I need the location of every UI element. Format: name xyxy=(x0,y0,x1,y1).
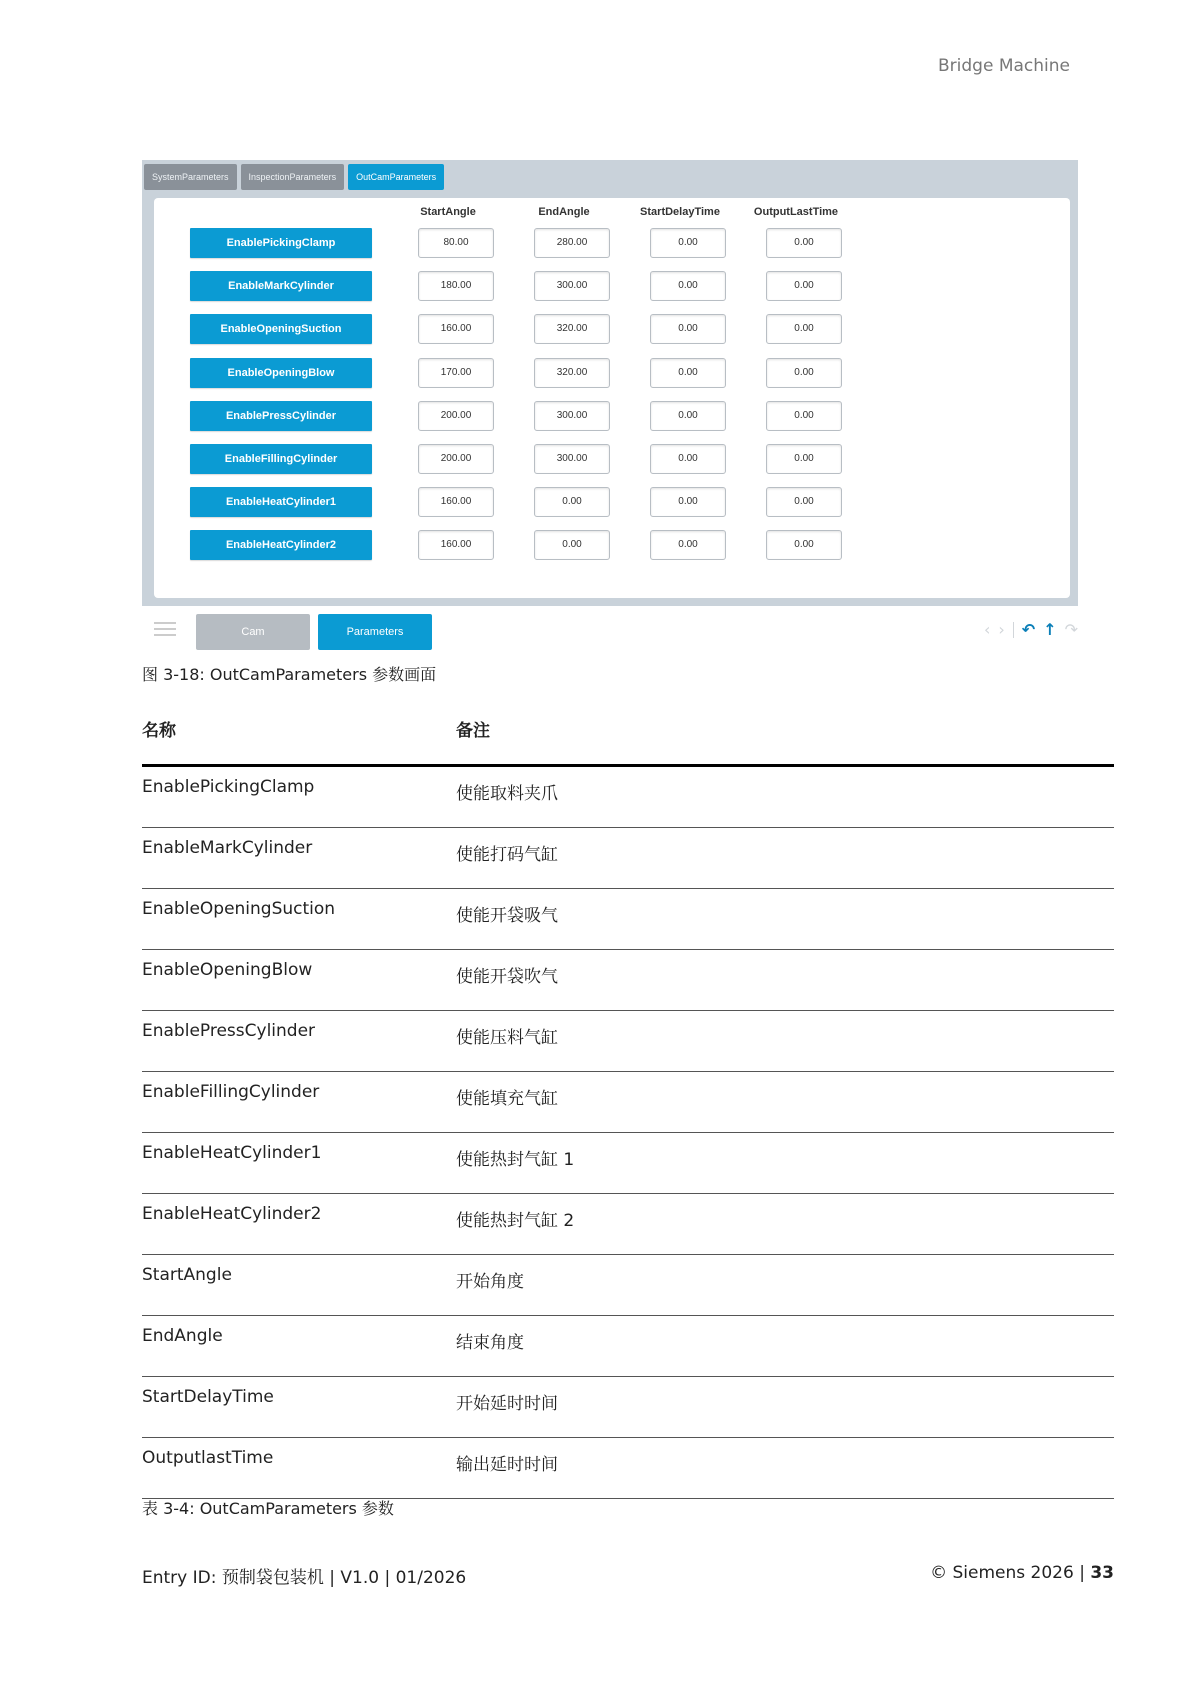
hmi-parameter-row xyxy=(154,442,1070,476)
table-cell-note: 使能热封气缸 1 xyxy=(456,1150,575,1170)
table-row xyxy=(142,1438,1114,1499)
cam-button[interactable]: Cam xyxy=(196,614,310,650)
hmi-screenshot xyxy=(142,160,1078,656)
start-angle-input[interactable]: 160.00 xyxy=(418,487,494,517)
table-row xyxy=(142,1255,1114,1316)
output-last-time-input[interactable]: 0.00 xyxy=(766,228,842,258)
output-last-time-input[interactable]: 0.00 xyxy=(766,271,842,301)
table-header-name: 名称 xyxy=(142,721,176,741)
table-cell-note: 使能开袋吸气 xyxy=(456,906,558,926)
table-cell-note: 使能热封气缸 2 xyxy=(456,1211,575,1231)
table-cell-note: 使能打码气缸 xyxy=(456,845,558,865)
table-cell-name: EnableFillingCylinder xyxy=(142,1082,320,1102)
table-cell-name: EnablePickingClamp xyxy=(142,777,315,797)
menu-icon[interactable] xyxy=(154,622,176,640)
table-cell-note: 结束角度 xyxy=(456,1333,524,1353)
table-cell-name: StartAngle xyxy=(142,1265,232,1285)
end-angle-input[interactable]: 320.00 xyxy=(534,314,610,344)
table-cell-name: OutputlastTime xyxy=(142,1448,274,1468)
end-angle-input[interactable]: 320.00 xyxy=(534,358,610,388)
hmi-parameter-row xyxy=(154,226,1070,260)
hmi-parameter-row xyxy=(154,269,1070,303)
end-angle-input[interactable]: 300.00 xyxy=(534,444,610,474)
output-last-time-input[interactable]: 0.00 xyxy=(766,358,842,388)
start-delay-time-input[interactable]: 0.00 xyxy=(650,358,726,388)
table-cell-name: EnableMarkCylinder xyxy=(142,838,313,858)
arrow-up-icon[interactable]: ↑ xyxy=(1043,620,1057,639)
table-cell-note: 输出延时时间 xyxy=(456,1455,558,1475)
table-cell-note: 开始角度 xyxy=(456,1272,524,1292)
table-cell-name: EndAngle xyxy=(142,1326,223,1346)
end-angle-input[interactable]: 0.00 xyxy=(534,487,610,517)
page-number: 33 xyxy=(1090,1563,1114,1583)
hmi-parameter-row xyxy=(154,485,1070,519)
start-angle-input[interactable]: 200.00 xyxy=(418,444,494,474)
tab-outcam-parameters[interactable]: OutCamParameters xyxy=(348,164,444,190)
output-last-time-input[interactable]: 0.00 xyxy=(766,530,842,560)
table-row xyxy=(142,950,1114,1011)
start-delay-time-input[interactable]: 0.00 xyxy=(650,228,726,258)
table-cell-name: EnableHeatCylinder1 xyxy=(142,1143,322,1163)
end-angle-input[interactable]: 300.00 xyxy=(534,271,610,301)
hmi-parameter-row xyxy=(154,399,1070,433)
enable-button[interactable]: EnableOpeningSuction xyxy=(190,314,372,344)
table-row xyxy=(142,1377,1114,1438)
table-cell-name: EnableHeatCylinder2 xyxy=(142,1204,322,1224)
start-angle-input[interactable]: 160.00 xyxy=(418,530,494,560)
start-delay-time-input[interactable]: 0.00 xyxy=(650,314,726,344)
start-delay-time-input[interactable]: 0.00 xyxy=(650,530,726,560)
start-angle-input[interactable]: 80.00 xyxy=(418,228,494,258)
nav-icons xyxy=(984,620,1078,639)
end-angle-input[interactable]: 0.00 xyxy=(534,530,610,560)
tab-system-parameters[interactable]: SystemParameters xyxy=(144,164,237,190)
table-row xyxy=(142,1316,1114,1377)
parameter-panel xyxy=(154,198,1070,598)
table-row xyxy=(142,1072,1114,1133)
enable-button[interactable]: EnablePickingClamp xyxy=(190,228,372,258)
output-last-time-input[interactable]: 0.00 xyxy=(766,444,842,474)
start-delay-time-input[interactable]: 0.00 xyxy=(650,271,726,301)
redo-icon[interactable]: ↷ xyxy=(1064,620,1078,639)
enable-button[interactable]: EnablePressCylinder xyxy=(190,401,372,431)
table-header-note: 备注 xyxy=(456,721,490,741)
parameters-button[interactable]: Parameters xyxy=(318,614,432,650)
enable-button[interactable]: EnableFillingCylinder xyxy=(190,444,372,474)
hmi-parameter-row xyxy=(154,356,1070,390)
footer-copyright-text: © Siemens 2026 | xyxy=(930,1563,1091,1583)
start-delay-time-input[interactable]: 0.00 xyxy=(650,444,726,474)
start-angle-input[interactable]: 200.00 xyxy=(418,401,494,431)
hmi-frame xyxy=(142,160,1078,606)
table-cell-note: 使能开袋吹气 xyxy=(456,967,558,987)
enable-button[interactable]: EnableMarkCylinder xyxy=(190,271,372,301)
hmi-parameter-row xyxy=(154,312,1070,346)
hmi-tabs xyxy=(144,164,444,192)
hmi-bottom-bar xyxy=(142,606,1078,656)
table-cell-name: StartDelayTime xyxy=(142,1387,274,1407)
table-cell-name: EnableOpeningBlow xyxy=(142,960,313,980)
column-header-output-last-time: OutputLastTime xyxy=(753,206,839,218)
nav-separator xyxy=(1013,622,1014,638)
table-cell-note: 使能填充气缸 xyxy=(456,1089,558,1109)
start-delay-time-input[interactable]: 0.00 xyxy=(650,401,726,431)
chevron-right-icon[interactable]: › xyxy=(998,620,1005,639)
footer-entry-id: Entry ID: 预制袋包装机 | V1.0 | 01/2026 xyxy=(142,1568,467,1588)
table-row xyxy=(142,1194,1114,1255)
end-angle-input[interactable]: 300.00 xyxy=(534,401,610,431)
start-angle-input[interactable]: 160.00 xyxy=(418,314,494,344)
chevron-left-icon[interactable]: ‹ xyxy=(983,620,991,639)
column-header-start-angle: StartAngle xyxy=(420,206,476,218)
column-header-start-delay-time: StartDelayTime xyxy=(640,206,720,218)
start-delay-time-input[interactable]: 0.00 xyxy=(650,487,726,517)
enable-button[interactable]: EnableHeatCylinder2 xyxy=(190,530,372,560)
enable-button[interactable]: EnableOpeningBlow xyxy=(190,358,372,388)
undo-icon[interactable]: ↶ xyxy=(1021,620,1036,639)
output-last-time-input[interactable]: 0.00 xyxy=(766,314,842,344)
output-last-time-input[interactable]: 0.00 xyxy=(766,487,842,517)
hmi-parameter-row xyxy=(154,528,1070,562)
column-header-end-angle: EndAngle xyxy=(538,206,590,218)
table-row xyxy=(142,1133,1114,1194)
table-cell-name: EnableOpeningSuction xyxy=(142,899,336,919)
start-angle-input[interactable]: 170.00 xyxy=(418,358,494,388)
tab-inspection-parameters[interactable]: InspectionParameters xyxy=(241,164,345,190)
figure-caption: 图 3-18: OutCamParameters 参数画面 xyxy=(142,665,437,684)
table-cell-note: 使能取料夹爪 xyxy=(456,784,558,804)
start-angle-input[interactable]: 180.00 xyxy=(418,271,494,301)
table-row xyxy=(142,767,1114,828)
table-row xyxy=(142,1011,1114,1072)
table-header-row xyxy=(142,706,1114,767)
table-cell-name: EnablePressCylinder xyxy=(142,1021,316,1041)
page-header-title: Bridge Machine xyxy=(938,56,1070,76)
end-angle-input[interactable]: 280.00 xyxy=(534,228,610,258)
output-last-time-input[interactable]: 0.00 xyxy=(766,401,842,431)
parameter-description-table xyxy=(142,706,1114,1499)
table-cell-note: 开始延时时间 xyxy=(456,1394,558,1414)
table-row xyxy=(142,889,1114,950)
enable-button[interactable]: EnableHeatCylinder1 xyxy=(190,487,372,517)
table-cell-note: 使能压料气缸 xyxy=(456,1028,558,1048)
table-row xyxy=(142,828,1114,889)
footer-copyright xyxy=(930,1563,1114,1583)
table-caption: 表 3-4: OutCamParameters 参数 xyxy=(142,1499,394,1518)
